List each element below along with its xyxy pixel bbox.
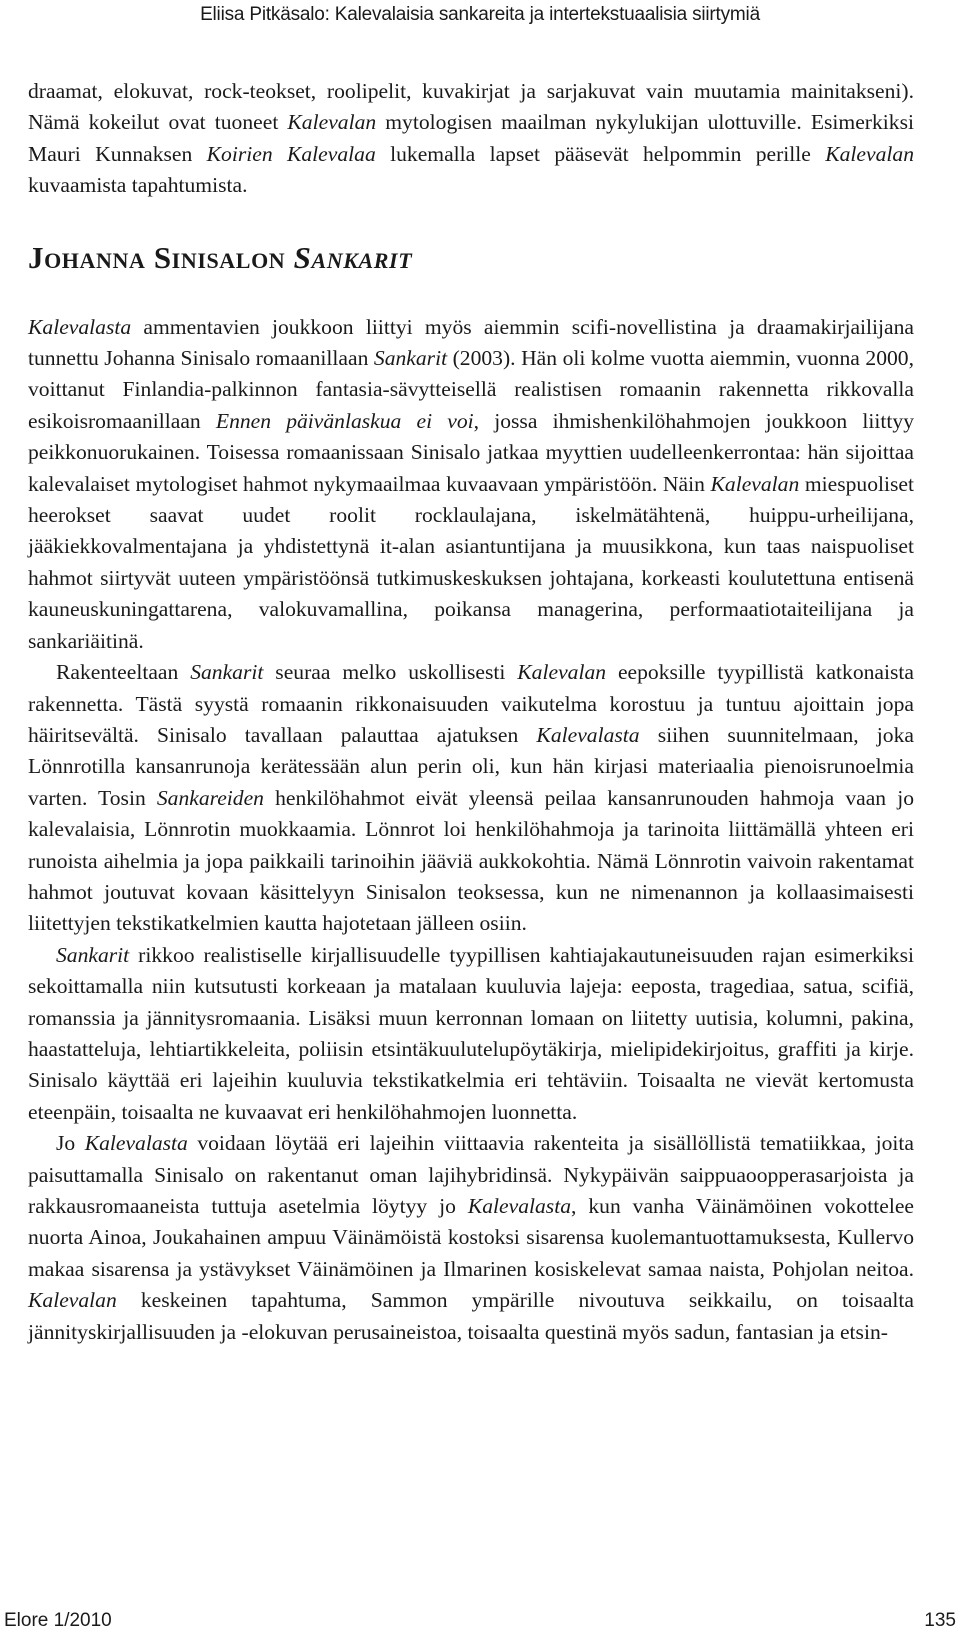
paragraph-4 [28, 1128, 914, 1348]
p4-text-1: Jo [56, 1131, 85, 1156]
paragraph-2 [28, 657, 914, 940]
p2-text-2: seuraa melko uskollisesti [263, 660, 518, 685]
p4-italic-3: Kalevalan [28, 1288, 117, 1313]
p1-text-2: (2003). Hän oli kolme vuotta aiemmin, vuonna 2000, voittanut Finlandia-palkinnon fantasia-sävytteisellä realistisen romaanin rakennetta rikkovalla esikoisromaanillaan [28, 346, 914, 433]
intro-text-1: draamat, elokuvat, rock-teokset, roolipelit, kuvakirjat ja sarjakuvat vain muutamia mainitakseni). Nämä kokeilut ovat tuoneet [28, 79, 914, 135]
running-header-title: Eliisa Pitkäsalo: Kalevalaisia sankareita ja intertekstuaalisia siirtymiä [200, 4, 760, 25]
section-heading-regular: Johanna Sinisalon [28, 239, 294, 275]
page-number: 135 [924, 1610, 956, 1631]
paragraph-1 [28, 312, 914, 657]
p1-italic-3: Ennen päivänlaskua ei voi [215, 408, 474, 433]
p4-italic-1: Kalevalasta [84, 1131, 188, 1156]
running-header [0, 4, 960, 26]
section-heading [28, 240, 914, 276]
p4-text-3: , kun vanha Väinämöinen vokottelee nuorta Ainoa, Joukahainen ampuu Väinämöistä kostoksi sisarensa kuolemantuottamuksesta, Kullervo makaa sisarensa ja ystävykset Väinämöinen ja Ilmarinen kosiskelevat samaa naista, Pohjolan neitoa. [28, 1194, 914, 1281]
section-heading-italic: Sankarit [293, 239, 413, 275]
p2-italic-1: Sankarit [190, 660, 264, 685]
p4-text-4: keskeinen tapahtuma, Sammon ympärille nivoutuva seikkailu, on toisaalta jännityskirjallisuuden ja -elokuvan perusaineistoa, toisaalta questinä myös sadun, fantasian ja etsin- [28, 1288, 914, 1344]
p2-italic-3: Kalevalasta [536, 722, 640, 747]
intro-italic-3: Kalevalan [825, 141, 914, 166]
p3-text-1: rikkoo realistiselle kirjallisuudelle tyypillisen kahtiajakautuneisuuden rajan esimerkiksi sekoittamalla niin kutsutusti korkeaan ja matalaan kuuluvia lajeja: eeposta, tragediaa, satua, scifiä, romanssia ja jännitysromaania. Lisäksi muun kerronnan lomaan on liitetty uutisia, kolumni, pakina, haastatteluja, lehtiartikkeleita, poliisin etsintäkuulutelupöytäkirja, mielipidekirjoitus, graffiti ja kirje. Sinisalo käyttää eri lajeihin kuuluvia tekstikatkelmia eri tehtäviin. Toisaalta ne vievät kertomusta eteenpäin, toisaalta ne kuvaavat eri henkilöhahmojen luonnetta. [28, 942, 914, 1124]
intro-italic-2: Koirien Kalevalaa [206, 141, 376, 166]
p2-text-4: siihen suunnitelmaan, joka Lönnrotilla kansanrunoja kerätessään alun perin oli, kun hän kirjasi materiaalia pienoisrunoelmia varten. Tosin [28, 722, 914, 810]
journal-issue: Elore 1/2010 [4, 1610, 112, 1631]
p4-text-2: voidaan löytää eri lajeihin viittaavia rakenteita ja sisällöllistä tematiikkaa, joita paisuttamalla Sinisalo on rakentanut oman lajihybridinsä. Nykypäivän saippuaoopperasarjoista ja rakkausromaaneista tuttuja asetelmia löytyy jo [28, 1131, 914, 1218]
intro-italic-1: Kalevalan [287, 110, 377, 135]
intro-text-2: mytologisen maailman nykylukijan ulottuville. Esimerkiksi Mauri Kunnaksen [28, 110, 914, 166]
p2-italic-4: Sankareiden [156, 785, 264, 810]
p1-italic-1: Kalevalasta [28, 314, 132, 339]
p2-text-1: Rakenteeltaan [56, 660, 191, 685]
p2-text-5: henkilöhahmot eivät yleensä peilaa kansanrunouden hahmoja vaan jo kalevalaisia, Lönnrotin muokkaamia. Lönnrot loi henkilöhahmoja ja tarinoita liittämällä yhteen eri runoista aihelmia ja jopa paikkaili tarinoihin jääviä aukkokohtia. Nämä Lönnrotin vaivoin rakentamat hahmot joutuvat kovaan käsittelyyn Sinisalon teoksessa, kun ne nimenannon ja kollaasimaisesti liitettyjen tekstikatkelmien kautta hajotetaan jälleen osiin. [28, 785, 914, 936]
p2-italic-2: Kalevalan [517, 660, 607, 685]
p4-italic-2: Kalevalasta [467, 1194, 572, 1218]
p1-text-3: , jossa ihmishenkilöhahmojen joukkoon liittyy peikkonuorukainen. Toisessa romaanissaan Sinisalo jatkaa myyttien uudelleenkerrontaa: hän sijoittaa kalevalaiset mytologiset hahmot nykymaailmaa kuvaavaan ympäristöön. Näin [28, 408, 914, 496]
p1-italic-4: Kalevalan [710, 471, 800, 496]
p2-text-3: eepoksille tyypillistä katkonaista rakennetta. Tästä syystä romaanin rikkonaisuuden vaikutelma korostuu ja tuntuu ajoittain jopa häiritsevältä. Sinisalo tavallaan palauttaa ajatuksen [28, 660, 914, 747]
intro-text-3: lukemalla lapset pääsevät helpommin perille [375, 141, 826, 166]
intro-text-4: kuvaamista tapahtumista. [28, 173, 248, 198]
article-body [28, 76, 914, 1348]
p1-text-1: ammentavien joukkoon liittyi myös aiemmin scifi-novellistina ja draamakirjailijana tunnettu Johanna Sinisalo romaanillaan [28, 314, 914, 371]
p1-text-4: miespuoliset heerokset saavat uudet roolit rocklaulajana, iskelmätähtenä, huippu-urheilijana, jääkiekkovalmentajana ja yhdistettynä it-alan asiantuntijana ja muusikkona, kun taas naispuoliset hahmot siirtyvät uuteen ympäristöönsä tutkimuskeskuksen johtajana, korkeasti koulutettuna entisenä kauneuskuningattarena, valokuvamallina, poikansa managerina, performaatiotaiteilijana ja sankariäitinä. [28, 471, 915, 653]
p1-italic-2: Sankarit [373, 346, 448, 371]
paragraph-3 [28, 940, 914, 1128]
p3-italic-1: Sankarit [56, 942, 130, 967]
intro-paragraph [28, 76, 914, 202]
